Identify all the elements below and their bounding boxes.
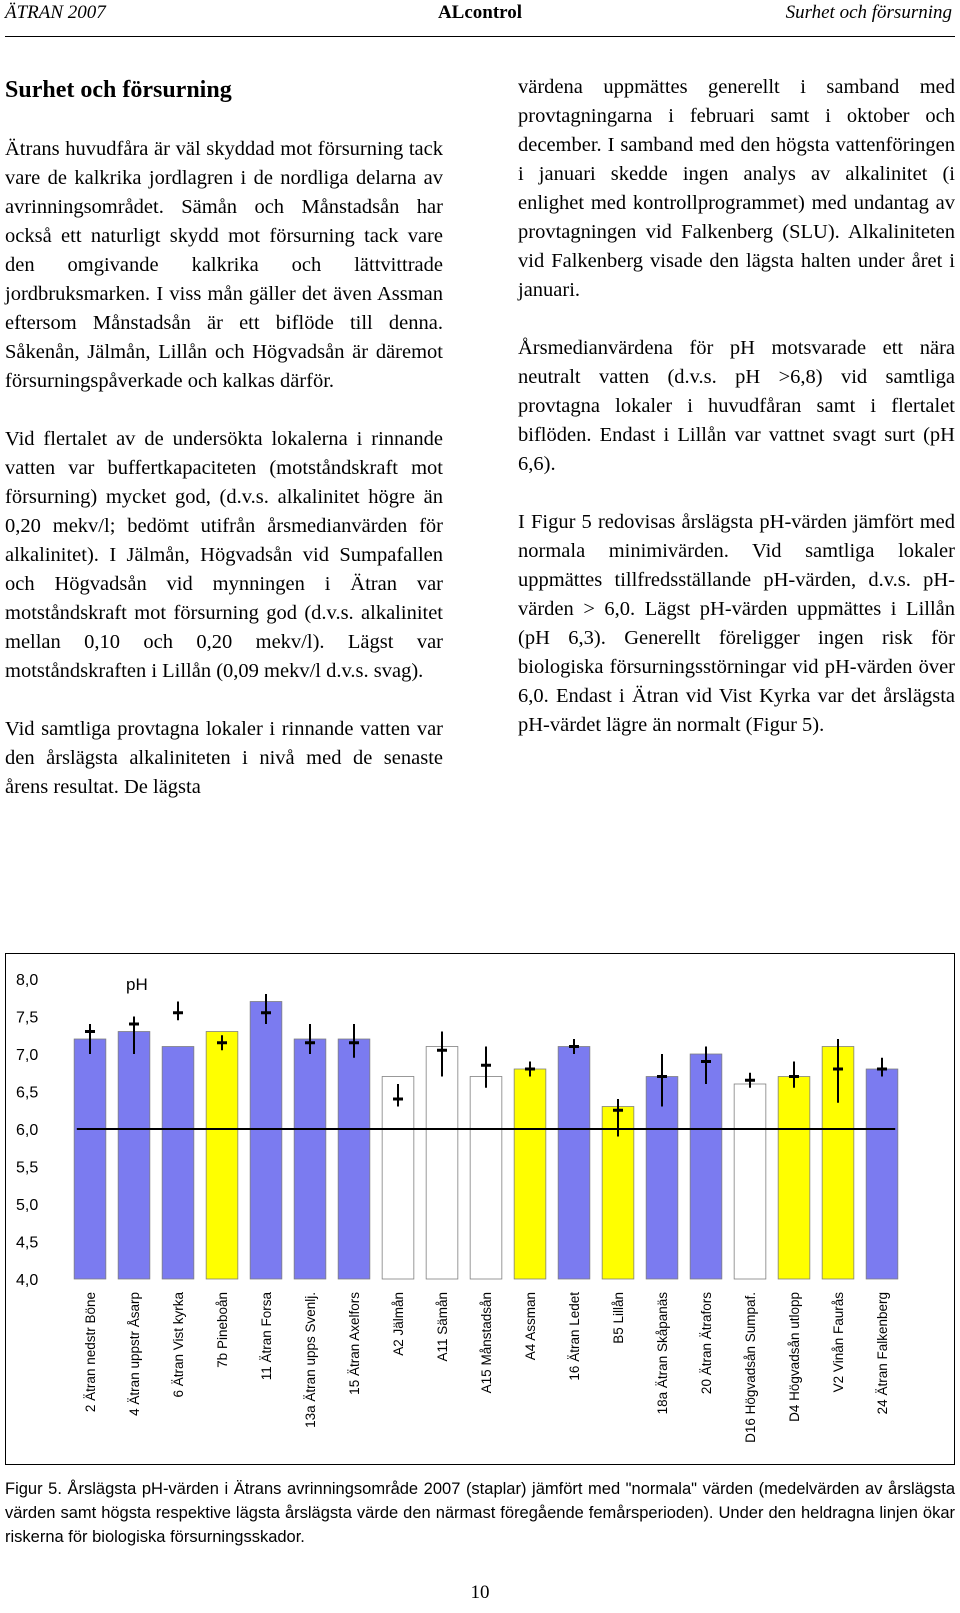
category-label: 13a Ätran upps Svenlj. — [303, 1292, 318, 1428]
bar-5 — [294, 1039, 326, 1279]
ph-bar-chart — [6, 954, 954, 1464]
figure-caption-label: Figur 5. — [5, 1480, 62, 1498]
page-number: 10 — [470, 1582, 490, 1603]
category-label: A11 Sämån — [435, 1292, 450, 1362]
bar-4 — [250, 1002, 282, 1280]
y-tick-label: 5,0 — [16, 1197, 39, 1214]
category-label: 6 Ätran Vist kyrka — [171, 1292, 186, 1398]
bar-10 — [514, 1069, 546, 1279]
bar-11 — [558, 1047, 590, 1280]
category-label: 2 Ätran nedstr Böne — [83, 1292, 98, 1413]
y-tick-label: 4,0 — [16, 1272, 39, 1289]
header-rule — [5, 36, 955, 37]
bar-3 — [206, 1032, 238, 1280]
y-tick-label: 7,0 — [16, 1047, 39, 1064]
left-column — [5, 75, 443, 802]
category-label: D4 Högvadsån utlopp — [787, 1292, 802, 1422]
left-paragraph-2: Vid flertalet av de undersökta lokalerna i rinnande vatten var buffertkapaciteten (motståndskraft mot försurning) mycket god, (d.v.s. alkalinitet högre än 0,20 mekv/l; bedömt utifrån årsmedianvärden för alkalinitet). I Jälmån, Högvadsån vid Sumpafallen och Högvadsån vid mynningen i Ätran var motståndskraft mot försurning god (d.v.s. alkalinitet mellan 0,10 och 0,20 mekv/l). Lägst var motståndskraften i Lillån (0,09 mekv/l d.v.s. svag). — [5, 428, 443, 682]
y-tick-label: 8,0 — [16, 972, 39, 989]
category-label: A4 Assman — [523, 1292, 538, 1361]
header-company: ALcontrol — [437, 2, 523, 23]
y-tick-label: 4,5 — [16, 1234, 39, 1252]
page-header — [0, 0, 960, 40]
right-paragraph-2: Årsmedianvärdena för pH motsvarade ett nära neutralt vatten (d.v.s. pH >6,8) vid samtliga provtagna lokaler i huvudfåran samt i flertalet biflöden. Endast i Lillån var vattnet svagt surt (pH 6,6). — [518, 337, 955, 475]
category-label: D16 Högvadsån Sumpaf. — [743, 1292, 758, 1443]
bar-8 — [426, 1047, 458, 1280]
category-label: 11 Ätran Forsa — [259, 1292, 274, 1381]
right-paragraph-1: värdena uppmättes generellt i samband med provtagningarna i februari samt i oktober och december. I samband med den högsta vattenföringen i januari skedde ingen analys av alkalinitet (i enlighet med kontrollprogrammet) med undantag av provtagningen vid Falkenberg (SLU). Alkaliniteten vid Falkenberg visade den lägsta halten under året i januari. — [518, 76, 955, 301]
bar-13 — [646, 1077, 678, 1280]
category-label: 7b Pineboån — [215, 1292, 230, 1368]
figure-5-frame — [5, 953, 955, 1465]
bar-18 — [866, 1069, 898, 1279]
right-column — [518, 73, 955, 740]
section-heading: Surhet och försurning — [5, 77, 232, 103]
category-label: 4 Ätran uppstr Åsarp — [127, 1292, 142, 1416]
bar-1 — [118, 1032, 150, 1280]
category-label: B5 Lillån — [611, 1292, 626, 1344]
header-report-title: ÄTRAN 2007 — [5, 2, 106, 23]
bar-9 — [470, 1077, 502, 1280]
chart-title: pH — [126, 975, 148, 994]
bar-6 — [338, 1039, 370, 1279]
category-label: A2 Jälmån — [391, 1292, 406, 1356]
right-paragraph-3: I Figur 5 redovisas årslägsta pH-värden jämfört med normala minimivärden. Vid samtliga lokaler uppmättes tillfredsställande pH-värden, d.v.s. pH-värden > 6,0. Lägst pH-värden uppmättes i Lillån (pH 6,3). Generellt föreligger ingen risk för biologiska försurningsstörningar vid pH-värden över 6,0. Endast i Ätran vid Vist Kyrka var det årslägsta pH-värdet lägre än normalt (Figur 5). — [518, 511, 955, 736]
header-section-title: Surhet och försurning — [785, 2, 952, 23]
y-tick-label: 6,0 — [16, 1122, 39, 1139]
y-tick-label: 7,5 — [16, 1009, 39, 1027]
figure-caption — [5, 1477, 955, 1549]
bar-0 — [74, 1039, 106, 1279]
left-paragraph-3: Vid samtliga provtagna lokaler i rinnande vatten var den årslägsta alkaliniteten i nivå med de senaste årens resultat. De lägsta — [5, 718, 443, 798]
category-label: 18a Ätran Skåpanäs — [655, 1292, 670, 1415]
bar-15 — [734, 1084, 766, 1279]
y-tick-label: 5,5 — [16, 1159, 39, 1177]
category-label: 15 Ätran Axelfors — [347, 1292, 362, 1395]
category-label: 24 Ätran Falkenberg — [875, 1292, 890, 1415]
bar-7 — [382, 1077, 414, 1280]
category-label: A15 Månstadsån — [479, 1292, 494, 1394]
bar-14 — [690, 1054, 722, 1279]
category-label: V2 Vinån Faurås — [831, 1292, 846, 1393]
y-tick-label: 6,5 — [16, 1084, 39, 1102]
left-paragraph-1: Ätrans huvudfåra är väl skyddad mot försurning tack vare de kalkrika jordlagren i de nordliga delarna av avrinningsområdet. Sämån och Månstadsån har också ett naturligt skydd mot försurning tack vare den omgivande kalkrika och lättvittrade jordbruksmarken. I viss mån gäller det även Assman eftersom Månstadsån är ett biflöde till denna. Såkenån, Jälmån, Lillån och Högvadsån är däremot försurningspåverkade och kalkas därför. — [5, 138, 443, 392]
bar-2 — [162, 1047, 194, 1280]
bar-16 — [778, 1077, 810, 1280]
category-label: 20 Ätran Ätrafors — [699, 1292, 714, 1395]
figure-caption-text: Årslägsta pH-värden i Ätrans avrinningsområde 2007 (staplar) jämfört med "normala" värden (medelvärden av årslägsta värden samt högsta respektive lägsta årslägsta värde den närmast föregående femårsperioden). Under den heldragna linjen ökar riskerna för biologiska försurningsskador. — [5, 1480, 955, 1546]
category-label: 16 Ätran Ledet — [567, 1292, 582, 1381]
